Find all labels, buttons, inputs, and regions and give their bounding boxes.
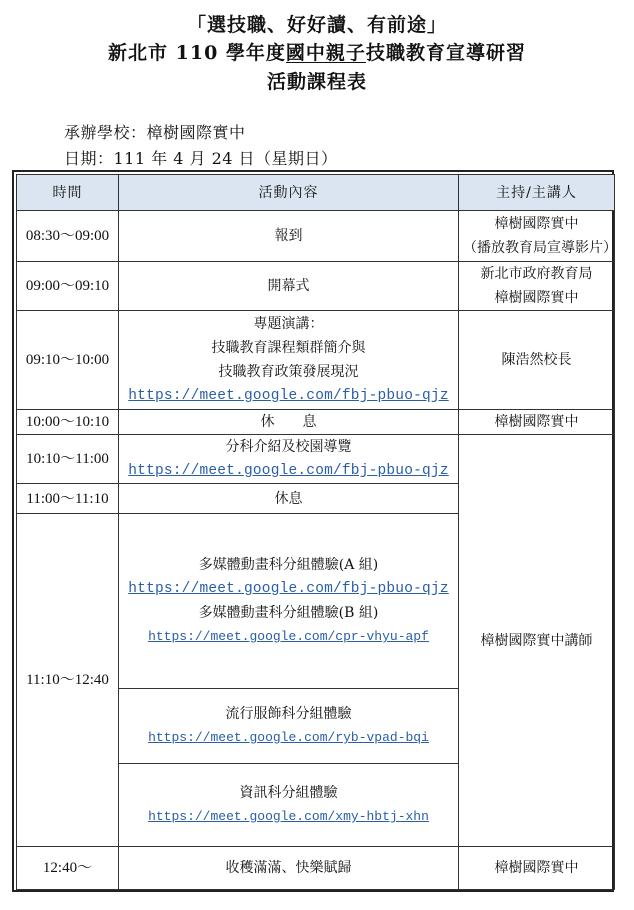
title-line-2-underlined: 國中親子: [285, 42, 366, 64]
time-cell: 08:30～09:00: [17, 211, 119, 262]
meet-link[interactable]: https://meet.google.com/fbj-pbuo-qjz: [128, 463, 449, 479]
activity-cell: 收穫滿滿、快樂賦歸: [119, 847, 459, 890]
table-row: [17, 847, 615, 890]
activity-cell: 休 息: [119, 410, 459, 435]
meet-link[interactable]: https://meet.google.com/cpr-vhyu-apf: [148, 629, 429, 644]
meet-link[interactable]: https://meet.google.com/ryb-vpad-bqi: [148, 730, 429, 745]
header-activity: 活動內容: [119, 175, 459, 211]
header-host: 主持/主講人: [459, 175, 615, 211]
header-time: 時間: [17, 175, 119, 211]
host-line: 樟樹國際實中: [494, 290, 579, 306]
title-line-3: 活動課程表: [266, 71, 367, 93]
activity-cell: [119, 435, 459, 484]
meet-link[interactable]: https://meet.google.com/fbj-pbuo-qjz: [128, 388, 449, 404]
schedule-table: [16, 174, 615, 890]
host-school: 承辦學校：樟樹國際實中: [64, 123, 246, 142]
meet-link[interactable]: https://meet.google.com/fbj-pbuo-qjz: [128, 581, 449, 597]
header-row: [17, 175, 615, 211]
event-date: 日期：111 年 4 月 24 日（星期日）: [64, 149, 338, 168]
host-line: （播放教育局宣導影片）: [463, 240, 617, 256]
activity-line: 流行服飾科分組體驗: [225, 706, 352, 722]
table-row: [17, 211, 615, 262]
activity-line: 資訊科分組體驗: [239, 785, 338, 801]
activity-line: 技職教育課程類群簡介與: [211, 340, 366, 356]
activity-cell: [119, 764, 459, 847]
host-line: 樟樹國際實中: [494, 216, 579, 232]
activity-line: 分科介紹及校園導覽: [225, 439, 352, 455]
title-line-2: [0, 38, 634, 65]
shared-host-cell: 樟樹國際實中講師: [459, 435, 615, 847]
activity-cell: [119, 689, 459, 764]
title-line-1: 「選技職、好好讀、有前途」: [186, 14, 447, 36]
time-cell: 10:00～10:10: [17, 410, 119, 435]
host-line: 新北市政府教育局: [480, 266, 593, 282]
activity-cell: 開幕式: [119, 262, 459, 311]
activity-line: 多媒體動畫科分組體驗(A 組): [198, 557, 379, 573]
title-line-2-year: 新北市 110 學年度: [108, 42, 286, 64]
table-row: [17, 262, 615, 311]
time-cell: 09:10～10:00: [17, 311, 119, 410]
table-row: [17, 311, 615, 410]
activity-cell: 報到: [119, 211, 459, 262]
host-cell: 陳浩然校長: [459, 311, 615, 410]
host-cell: 樟樹國際實中: [459, 410, 615, 435]
activity-cell: [119, 514, 459, 689]
host-cell: [459, 262, 615, 311]
activity-line: 技職教育政策發展現況: [218, 364, 359, 380]
time-cell: 10:10～11:00: [17, 435, 119, 484]
time-cell: 09:00～09:10: [17, 262, 119, 311]
title-line-2-rest: 技職教育宣導研習: [365, 42, 526, 64]
host-cell: [459, 211, 615, 262]
activity-line: 多媒體動畫科分組體驗(B 組): [198, 605, 379, 621]
activity-line: 專題演講：: [253, 316, 324, 332]
table-row: [17, 410, 615, 435]
time-cell: 11:00～11:10: [17, 484, 119, 514]
activity-cell: [119, 311, 459, 410]
activity-cell: 休息: [119, 484, 459, 514]
host-cell: 樟樹國際實中: [459, 847, 615, 890]
meet-link[interactable]: https://meet.google.com/xmy-hbtj-xhn: [148, 809, 429, 824]
time-cell: 11:10～12:40: [17, 514, 119, 847]
table-row: [17, 435, 615, 484]
time-cell: 12:40～: [17, 847, 119, 890]
